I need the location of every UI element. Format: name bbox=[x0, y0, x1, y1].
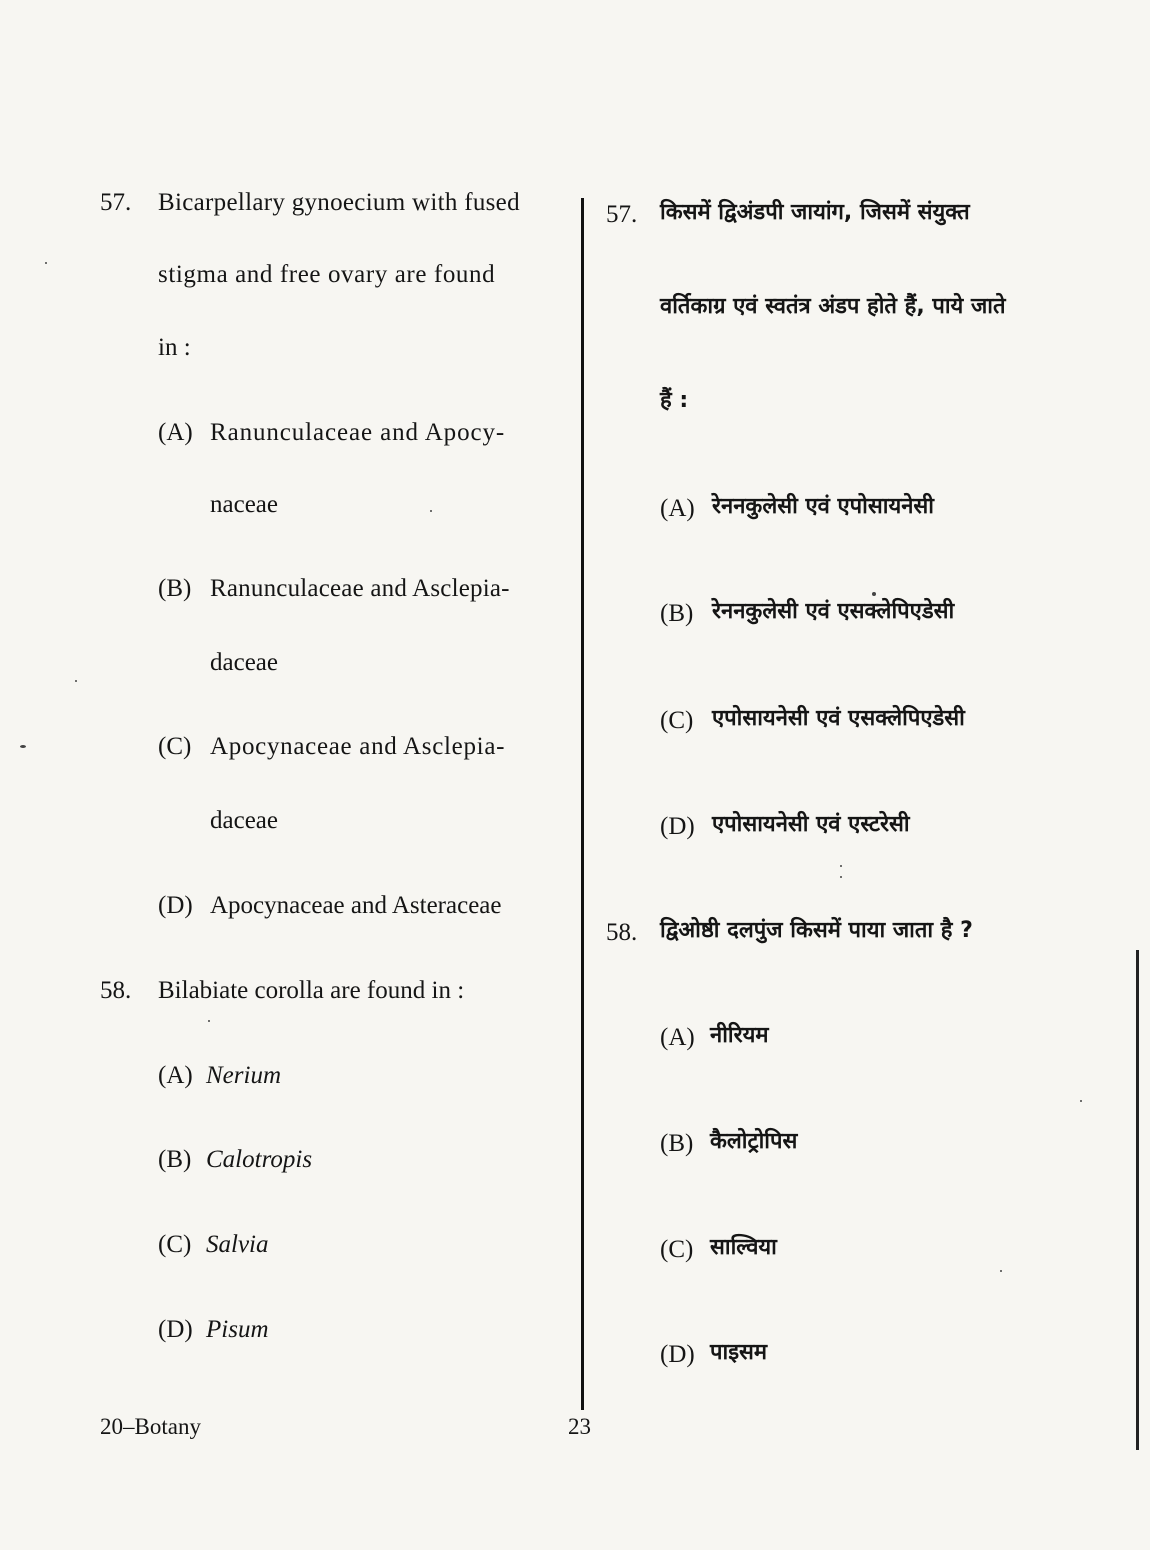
en-q58-option-b-label: (B) bbox=[158, 1146, 192, 1173]
en-q58-option-c-label: (C) bbox=[158, 1231, 192, 1258]
en-q57-option-a-line-1: Ranunculaceae and Apocy- bbox=[210, 419, 506, 446]
en-q57-option-c-line-1: Apocynaceae and Asclepia- bbox=[210, 733, 506, 760]
hi-q57-option-b-text: रेननकुलेसी एवं एसक्लेपिएडेसी bbox=[712, 599, 955, 624]
hi-q58-option-d-text: पाइसम bbox=[710, 1340, 768, 1365]
footer-paper-code: 20–Botany bbox=[100, 1414, 201, 1439]
scan-speck bbox=[208, 1020, 210, 1022]
scan-speck bbox=[20, 745, 26, 748]
hi-q57-option-d-text: एपोसायनेसी एवं एस्टरेसी bbox=[712, 812, 910, 837]
en-q57-option-b-line-1: Ranunculaceae and Asclepia- bbox=[210, 575, 510, 602]
hi-q58-stem: द्विओष्ठी दलपुंज किसमें पाया जाता है ? bbox=[660, 918, 973, 943]
hi-q57-option-a-label: (A) bbox=[660, 495, 695, 522]
right-margin-rule bbox=[1136, 950, 1139, 1450]
en-q58-option-b-text: Calotropis bbox=[206, 1146, 313, 1173]
en-q57-stem-line-1: Bicarpellary gynoecium with fused bbox=[158, 189, 520, 216]
page-number: 23 bbox=[568, 1414, 591, 1439]
hi-q58-option-b-text: कैलोट्रोपिस bbox=[710, 1129, 798, 1154]
en-q57-option-d-label: (D) bbox=[158, 892, 193, 919]
en-q57-option-b-line-2: daceae bbox=[210, 649, 278, 676]
scan-speck bbox=[1000, 1270, 1002, 1272]
en-q57-option-c-line-2: daceae bbox=[210, 807, 278, 834]
hi-q57-stem-line-3: हैं : bbox=[660, 388, 689, 413]
en-q58-option-d-text: Pisum bbox=[206, 1316, 269, 1343]
scan-speck bbox=[75, 680, 77, 682]
hi-q57-number: 57. bbox=[606, 201, 638, 228]
hi-q57-option-b-label: (B) bbox=[660, 600, 694, 627]
en-q58-option-c-text: Salvia bbox=[206, 1231, 269, 1258]
hi-q57-option-d-label: (D) bbox=[660, 813, 695, 840]
scan-speck bbox=[840, 865, 842, 867]
hi-q58-option-c-text: साल्विया bbox=[710, 1235, 777, 1260]
en-q57-option-d-text: Apocynaceae and Asteraceae bbox=[210, 892, 502, 919]
en-q58-stem: Bilabiate corolla are found in : bbox=[158, 977, 465, 1004]
hi-q58-option-d-label: (D) bbox=[660, 1341, 695, 1368]
hi-q57-stem-line-1: किसमें द्विअंडपी जायांग, जिसमें संयुक्त bbox=[660, 200, 970, 225]
hi-q57-option-a-text: रेननकुलेसी एवं एपोसायनेसी bbox=[712, 494, 934, 519]
scan-speck bbox=[840, 876, 842, 878]
hi-q57-option-c-label: (C) bbox=[660, 707, 694, 734]
en-q58-number: 58. bbox=[100, 977, 132, 1004]
hi-q58-option-a-text: नीरियम bbox=[710, 1023, 769, 1048]
en-q57-option-a-line-2: naceae bbox=[210, 491, 278, 518]
hi-q58-option-c-label: (C) bbox=[660, 1236, 694, 1263]
hi-q58-option-b-label: (B) bbox=[660, 1130, 694, 1157]
scan-speck bbox=[1080, 1100, 1082, 1102]
en-q58-option-d-label: (D) bbox=[158, 1316, 193, 1343]
en-q57-option-c-label: (C) bbox=[158, 733, 192, 760]
hi-q58-number: 58. bbox=[606, 919, 638, 946]
en-q57-stem-line-2: stigma and free ovary are found bbox=[158, 261, 496, 288]
hi-q57-stem-line-2: वर्तिकाग्र एवं स्वतंत्र अंडप होते हैं, पाये जाते bbox=[660, 294, 1006, 319]
hi-q58-option-a-label: (A) bbox=[660, 1024, 695, 1051]
en-q57-option-b-label: (B) bbox=[158, 575, 192, 602]
scan-speck bbox=[872, 592, 876, 596]
en-q57-stem-line-3: in : bbox=[158, 334, 191, 361]
hi-q57-option-c-text: एपोसायनेसी एवं एसक्लेपिएडेसी bbox=[712, 706, 965, 731]
scan-speck bbox=[430, 510, 432, 512]
en-q58-option-a-text: Nerium bbox=[206, 1062, 281, 1089]
scan-speck bbox=[45, 262, 47, 264]
en-q57-number: 57. bbox=[100, 189, 132, 216]
column-divider bbox=[581, 198, 584, 1410]
en-q57-option-a-label: (A) bbox=[158, 419, 193, 446]
en-q58-option-a-label: (A) bbox=[158, 1062, 193, 1089]
